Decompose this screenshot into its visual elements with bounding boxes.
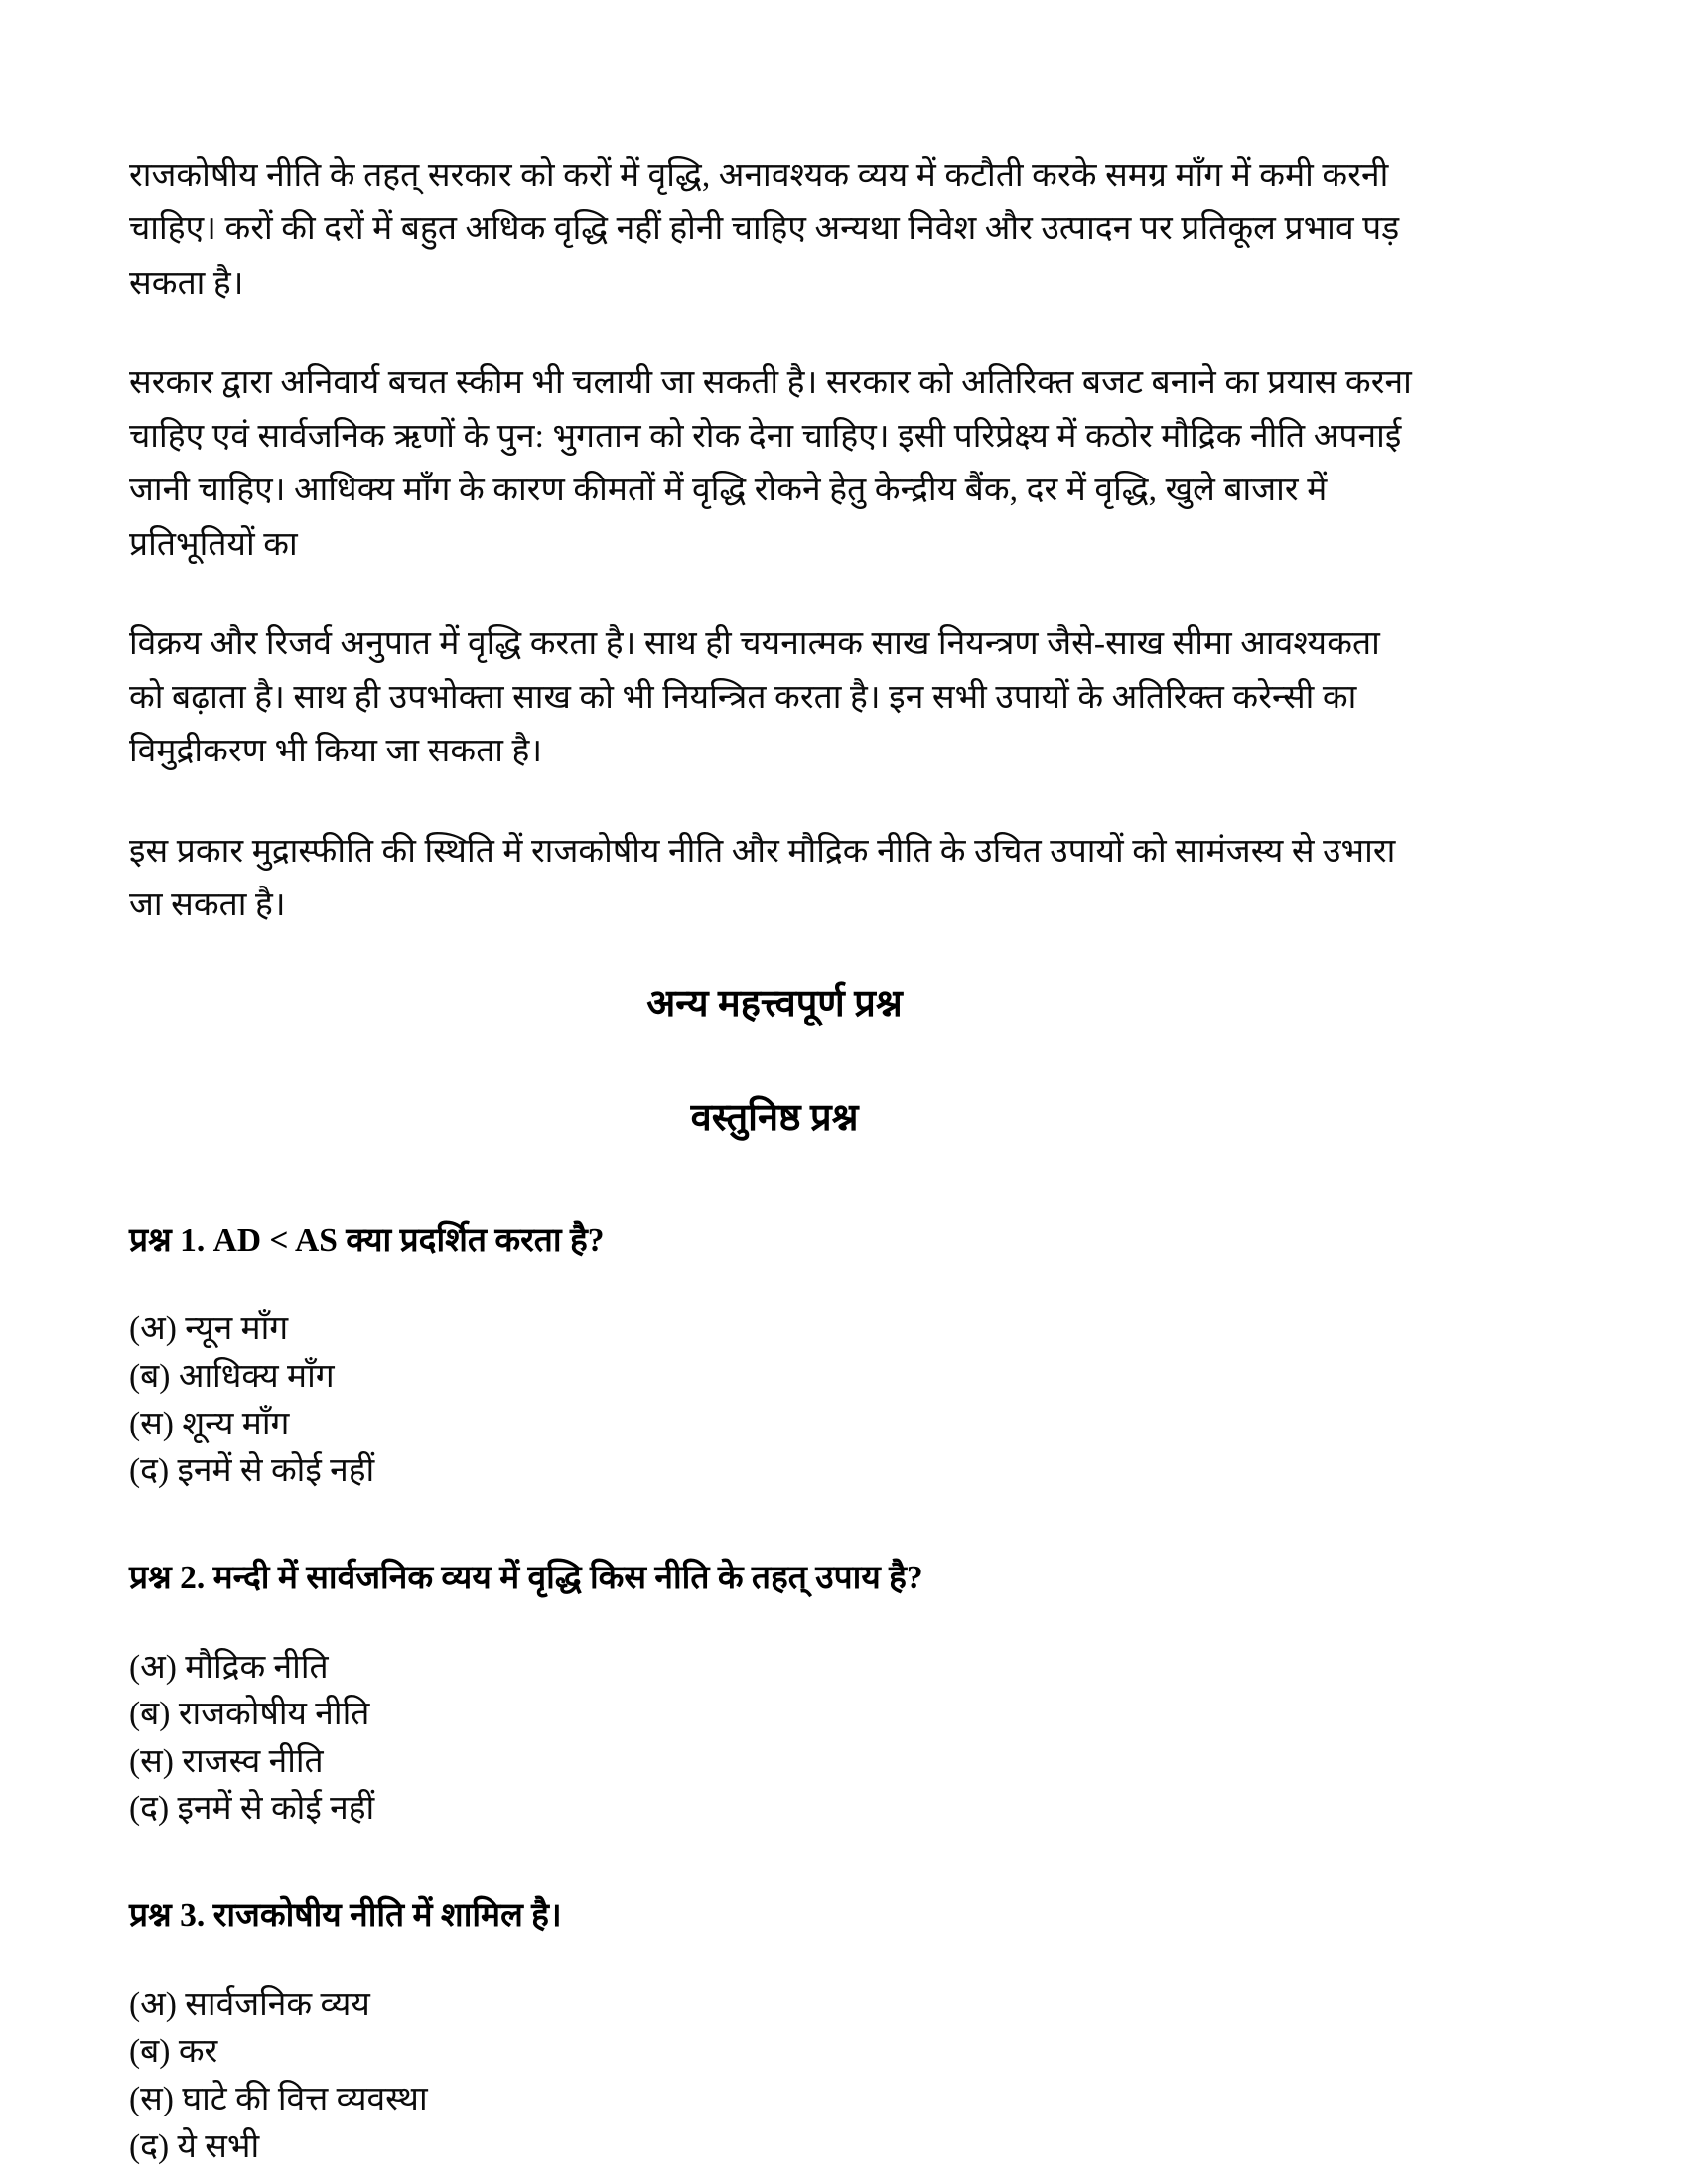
paragraph-3: विक्रय और रिजर्व अनुपात में वृद्धि करता है। साथ ही चयनात्मक साख नियन्त्रण जैसे-साख सीमा आवश्यकता को बढ़ाता है। साथ ही उपभोक्ता साख को भी नियन्त्रित करता है। इन सभी उपायों के अतिरिक्त करेन्सी का विमुद्रीकरण भी किया जा सकता है।	[129, 624, 1380, 770]
question-1-options	[129, 1305, 1420, 1494]
main-heading: अन्य महत्त्वपूर्ण प्रश्न	[646, 983, 903, 1025]
option-item[interactable]: (ब) आधिक्य माँग	[129, 1358, 335, 1396]
option-item[interactable]: (अ) सार्वजनिक व्यय	[129, 1985, 370, 2023]
document-content	[129, 149, 1420, 2170]
headings-section	[129, 978, 1420, 1145]
paragraph-1: राजकोषीय नीति के तहत् सरकार को करों में वृद्धि, अनावश्यक व्यय में कटौती करके समग्र माँग में कमी करनी चाहिए। करों की दरों में बहुत अधिक वृद्धि नहीं होनी चाहिए अन्यथा निवेश और उत्पादन पर प्रतिकूल प्रभाव पड़ सकता है।	[129, 157, 1400, 302]
option-item[interactable]: (स) शून्य माँग	[129, 1405, 290, 1442]
option-item[interactable]: (ब) राजकोषीय नीति	[129, 1696, 370, 1733]
option-item[interactable]: (ब) कर	[129, 2033, 218, 2071]
question-block-3	[129, 1890, 1420, 2170]
paragraph-4: इस प्रकार मुद्रास्फीति की स्थिति में राजकोषीय नीति और मौद्रिक नीति के उचित उपायों को सामंजस्य से उभारा जा सकता है।	[129, 832, 1396, 923]
question-2-options	[129, 1644, 1420, 1833]
question-3-options	[129, 1981, 1420, 2170]
option-item[interactable]: (स) राजस्व नीति	[129, 1742, 324, 1780]
paragraph-2: सरकार द्वारा अनिवार्य बचत स्कीम भी चलायी जा सकती है। सरकार को अतिरिक्त बजट बनाने का प्रयास करना चाहिए एवं सार्वजनिक ऋणों के पुन: भुगतान को रोक देना चाहिए। इसी परिप्रेक्ष्य में कठोर मौद्रिक नीति अपनाई जानी चाहिए। आधिक्य माँग के कारण कीमतों में वृद्धि रोकने हेतु केन्द्रीय बैंक, दर में वृद्धि, खुले बाजार में प्रतिभूतियों का	[129, 363, 1412, 563]
question-2-text: प्रश्न 2. मन्दी में सार्वजनिक व्यय में वृद्धि किस नीति के तहत् उपाय है?	[129, 1559, 923, 1596]
question-block-2	[129, 1553, 1420, 1833]
option-item[interactable]: (द) इनमें से कोई नहीं	[129, 1790, 375, 1828]
question-3-text: प्रश्न 3. राजकोषीय नीति में शामिल है।	[129, 1896, 562, 1934]
question-block-1	[129, 1215, 1420, 1495]
option-item[interactable]: (स) घाटे की वित्त व्यवस्था	[129, 2080, 428, 2117]
option-item[interactable]: (अ) न्यून माँग	[129, 1310, 289, 1348]
question-1-text: प्रश्न 1. AD < AS क्या प्रदर्शित करता है?	[129, 1221, 605, 1259]
sub-heading: वस्तुनिष्ठ प्रश्न	[690, 1097, 859, 1140]
option-item[interactable]: (अ) मौद्रिक नीति	[129, 1648, 329, 1686]
option-item[interactable]: (द) ये सभी	[129, 2127, 260, 2165]
option-item[interactable]: (द) इनमें से कोई नहीं	[129, 1452, 375, 1490]
